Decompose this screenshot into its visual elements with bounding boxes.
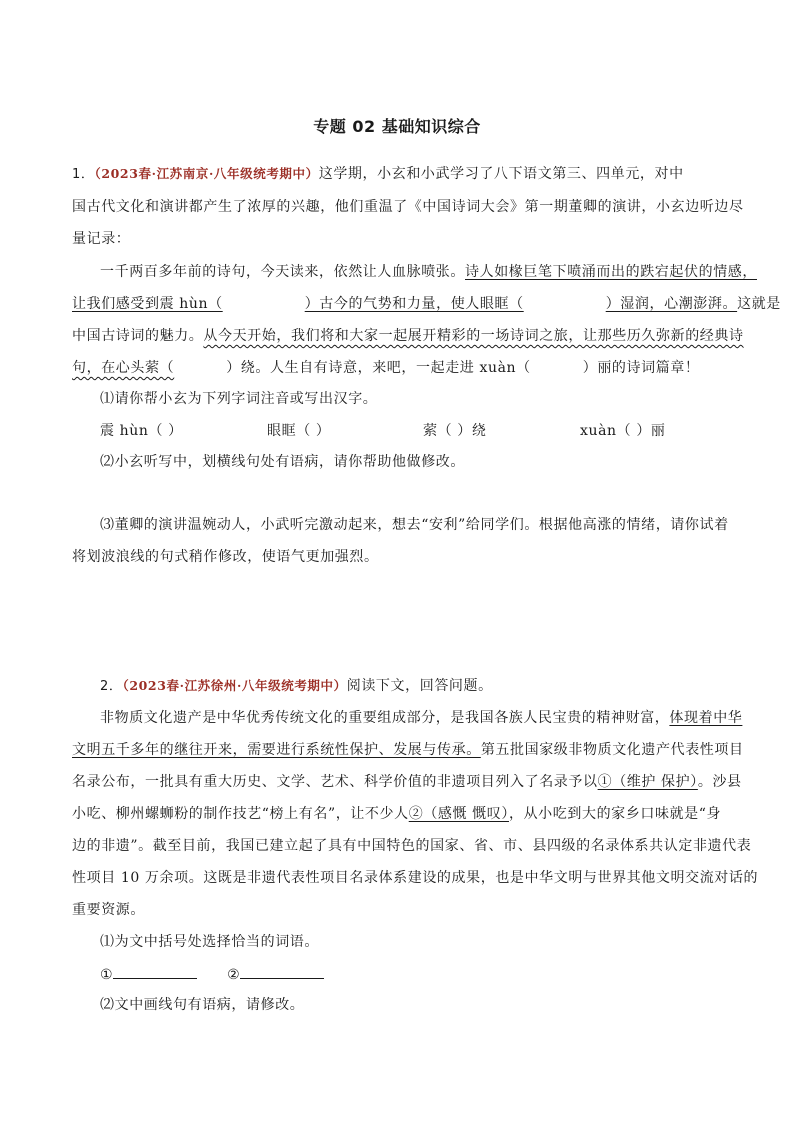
q2-passage-text-4b: ，从小吃到大的家乡口味就是“身 bbox=[508, 806, 722, 822]
q1-underlined-sentence-a: 诗人如椽巨笔下喷涌而出的跌宕起伏的情感， bbox=[465, 264, 757, 280]
q2-blank-1-label: ① bbox=[100, 967, 114, 983]
q1-sub-question-3a: ⑶董卿的演讲温婉动人，小武听完激动起来，想去“安利”给同学们。根据他高涨的情绪，请你试着 bbox=[100, 517, 729, 533]
q1-passage-line-3 bbox=[72, 326, 744, 346]
q1-item-xuan[interactable]: xuàn（ ）丽 bbox=[580, 423, 666, 439]
q2-passage-line-5: 边的非遗”。截至目前，我国已建立起了具有中国特色的国家、省、市、县四级的名录体系共认定非遗代表 bbox=[72, 838, 752, 854]
q1-passage-text-4: ）绕。人生自有诗意，来吧，一起走进 xuàn（ bbox=[226, 360, 531, 376]
q2-passage-line-6: 性项目 10 万余项。这既是非遗代表性项目名录体系建设的成果，也是中华文明与世界其他文明交流对话的 bbox=[72, 870, 759, 886]
q2-underlined-sentence-b: 文明五千多年的继往开来，需要进行系统性保护、发展与传承。 bbox=[72, 742, 481, 758]
q1-passage-line-1 bbox=[100, 262, 757, 282]
q2-blank-1[interactable] bbox=[113, 964, 197, 979]
q2-answer-blanks bbox=[100, 964, 732, 985]
q1-passage-line-4 bbox=[72, 358, 732, 378]
q2-stem-line bbox=[100, 676, 732, 697]
q1-sub-question-3b: 将划波浪线的句式稍作修改，使语气更加强烈。 bbox=[72, 549, 379, 565]
q2-choice-2: ②（感慨 慨叹） bbox=[408, 806, 509, 822]
q1-number: 1． bbox=[72, 167, 95, 182]
q2-passage-text-2: 第五批国家级非物质文化遗产代表性项目 bbox=[480, 742, 744, 758]
q1-wavy-sentence-b: 句，在心头萦（ bbox=[72, 360, 175, 376]
q2-passage-text-3b: 。沙县 bbox=[697, 774, 742, 790]
page-title: 专题 02 基础知识综合 bbox=[313, 117, 481, 136]
q2-blank-2[interactable] bbox=[240, 964, 324, 979]
q1-stem-line-3: 量记录： bbox=[72, 231, 131, 247]
q2-source: （2023春·江苏徐州·八年级统考期中） bbox=[122, 678, 347, 693]
q1-passage-text-3: 中国古诗词的魅力。 bbox=[72, 328, 204, 344]
q1-item-yankuang[interactable]: 眼眶（ ） bbox=[267, 423, 331, 439]
q1-sub-question-2: ⑵小玄听写中，划横线句处有语病，请你帮助他做修改。 bbox=[100, 454, 465, 470]
q1-passage-end: 这就是 bbox=[737, 296, 781, 312]
q2-passage-line-1 bbox=[100, 708, 743, 728]
q1-passage-text-5: ）丽的诗词篇章！ bbox=[582, 360, 700, 376]
q2-passage-line-2 bbox=[72, 740, 744, 760]
q2-underlined-sentence-a: 体现着中华 bbox=[669, 710, 743, 726]
q1-underlined-sentence-b: 让我们感受到震 hùn（ ）古今的气势和力量，使人眼眶（ ）湿润，心潮澎湃。 bbox=[72, 296, 738, 312]
q2-passage-text-4: 小吃、柳州螺蛳粉的制作技艺“榜上有名”，让不少人 bbox=[72, 806, 409, 822]
q1-stem-line-1 bbox=[72, 164, 732, 185]
q1-sub-question-1: ⑴请你帮小玄为下列字词注音或写出汉字。 bbox=[100, 391, 378, 407]
q2-passage-line-3 bbox=[72, 772, 742, 792]
q1-wavy-sentence-a: 从今天开始，我们将和大家一起展开精彩的一场诗词之旅，让那些历久弥新的经典诗 bbox=[203, 328, 744, 344]
q1-passage-line-2 bbox=[72, 294, 781, 314]
q2-number: 2． bbox=[100, 679, 123, 694]
q1-source: （2023春·江苏南京·八年级统考期中） bbox=[94, 166, 319, 181]
q1-item-hun[interactable]: 震 hùn（ ） bbox=[100, 423, 183, 439]
q1-stem-line-2: 国古代文化和演讲都产生了浓厚的兴趣，他们重温了《中国诗词大会》第一期董卿的演讲，小玄边听边尽 bbox=[72, 199, 744, 215]
q2-blank-2-label: ② bbox=[227, 967, 241, 983]
q1-passage-text: 一千两百多年前的诗句，今天读来，依然让人血脉喷张。 bbox=[100, 264, 465, 280]
q2-passage-text-3: 名录公布，一批具有重大历史、文学、艺术、科学价值的非遗项目列入了名录予以 bbox=[72, 774, 598, 790]
q2-passage-text-1: 非物质文化遗产是中华优秀传统文化的重要组成部分，是我国各族人民宝贵的精神财富， bbox=[100, 710, 670, 726]
q2-sub-question-2: ⑵文中画线句有语病，请修改。 bbox=[100, 997, 305, 1013]
q2-passage-line-4 bbox=[72, 804, 732, 824]
q2-sub-question-1: ⑴为文中括号处选择恰当的词语。 bbox=[100, 934, 319, 950]
q2-stem: 阅读下文，回答问题。 bbox=[346, 678, 493, 694]
q1-item-ying[interactable]: 萦（ ）绕 bbox=[423, 423, 487, 439]
q2-choice-1: ①（维护 保护） bbox=[597, 774, 698, 790]
q2-passage-line-7: 重要资源。 bbox=[72, 902, 145, 918]
q1-stem-a: 这学期，小玄和小武学习了八下语文第三、四单元，对中 bbox=[318, 166, 684, 182]
